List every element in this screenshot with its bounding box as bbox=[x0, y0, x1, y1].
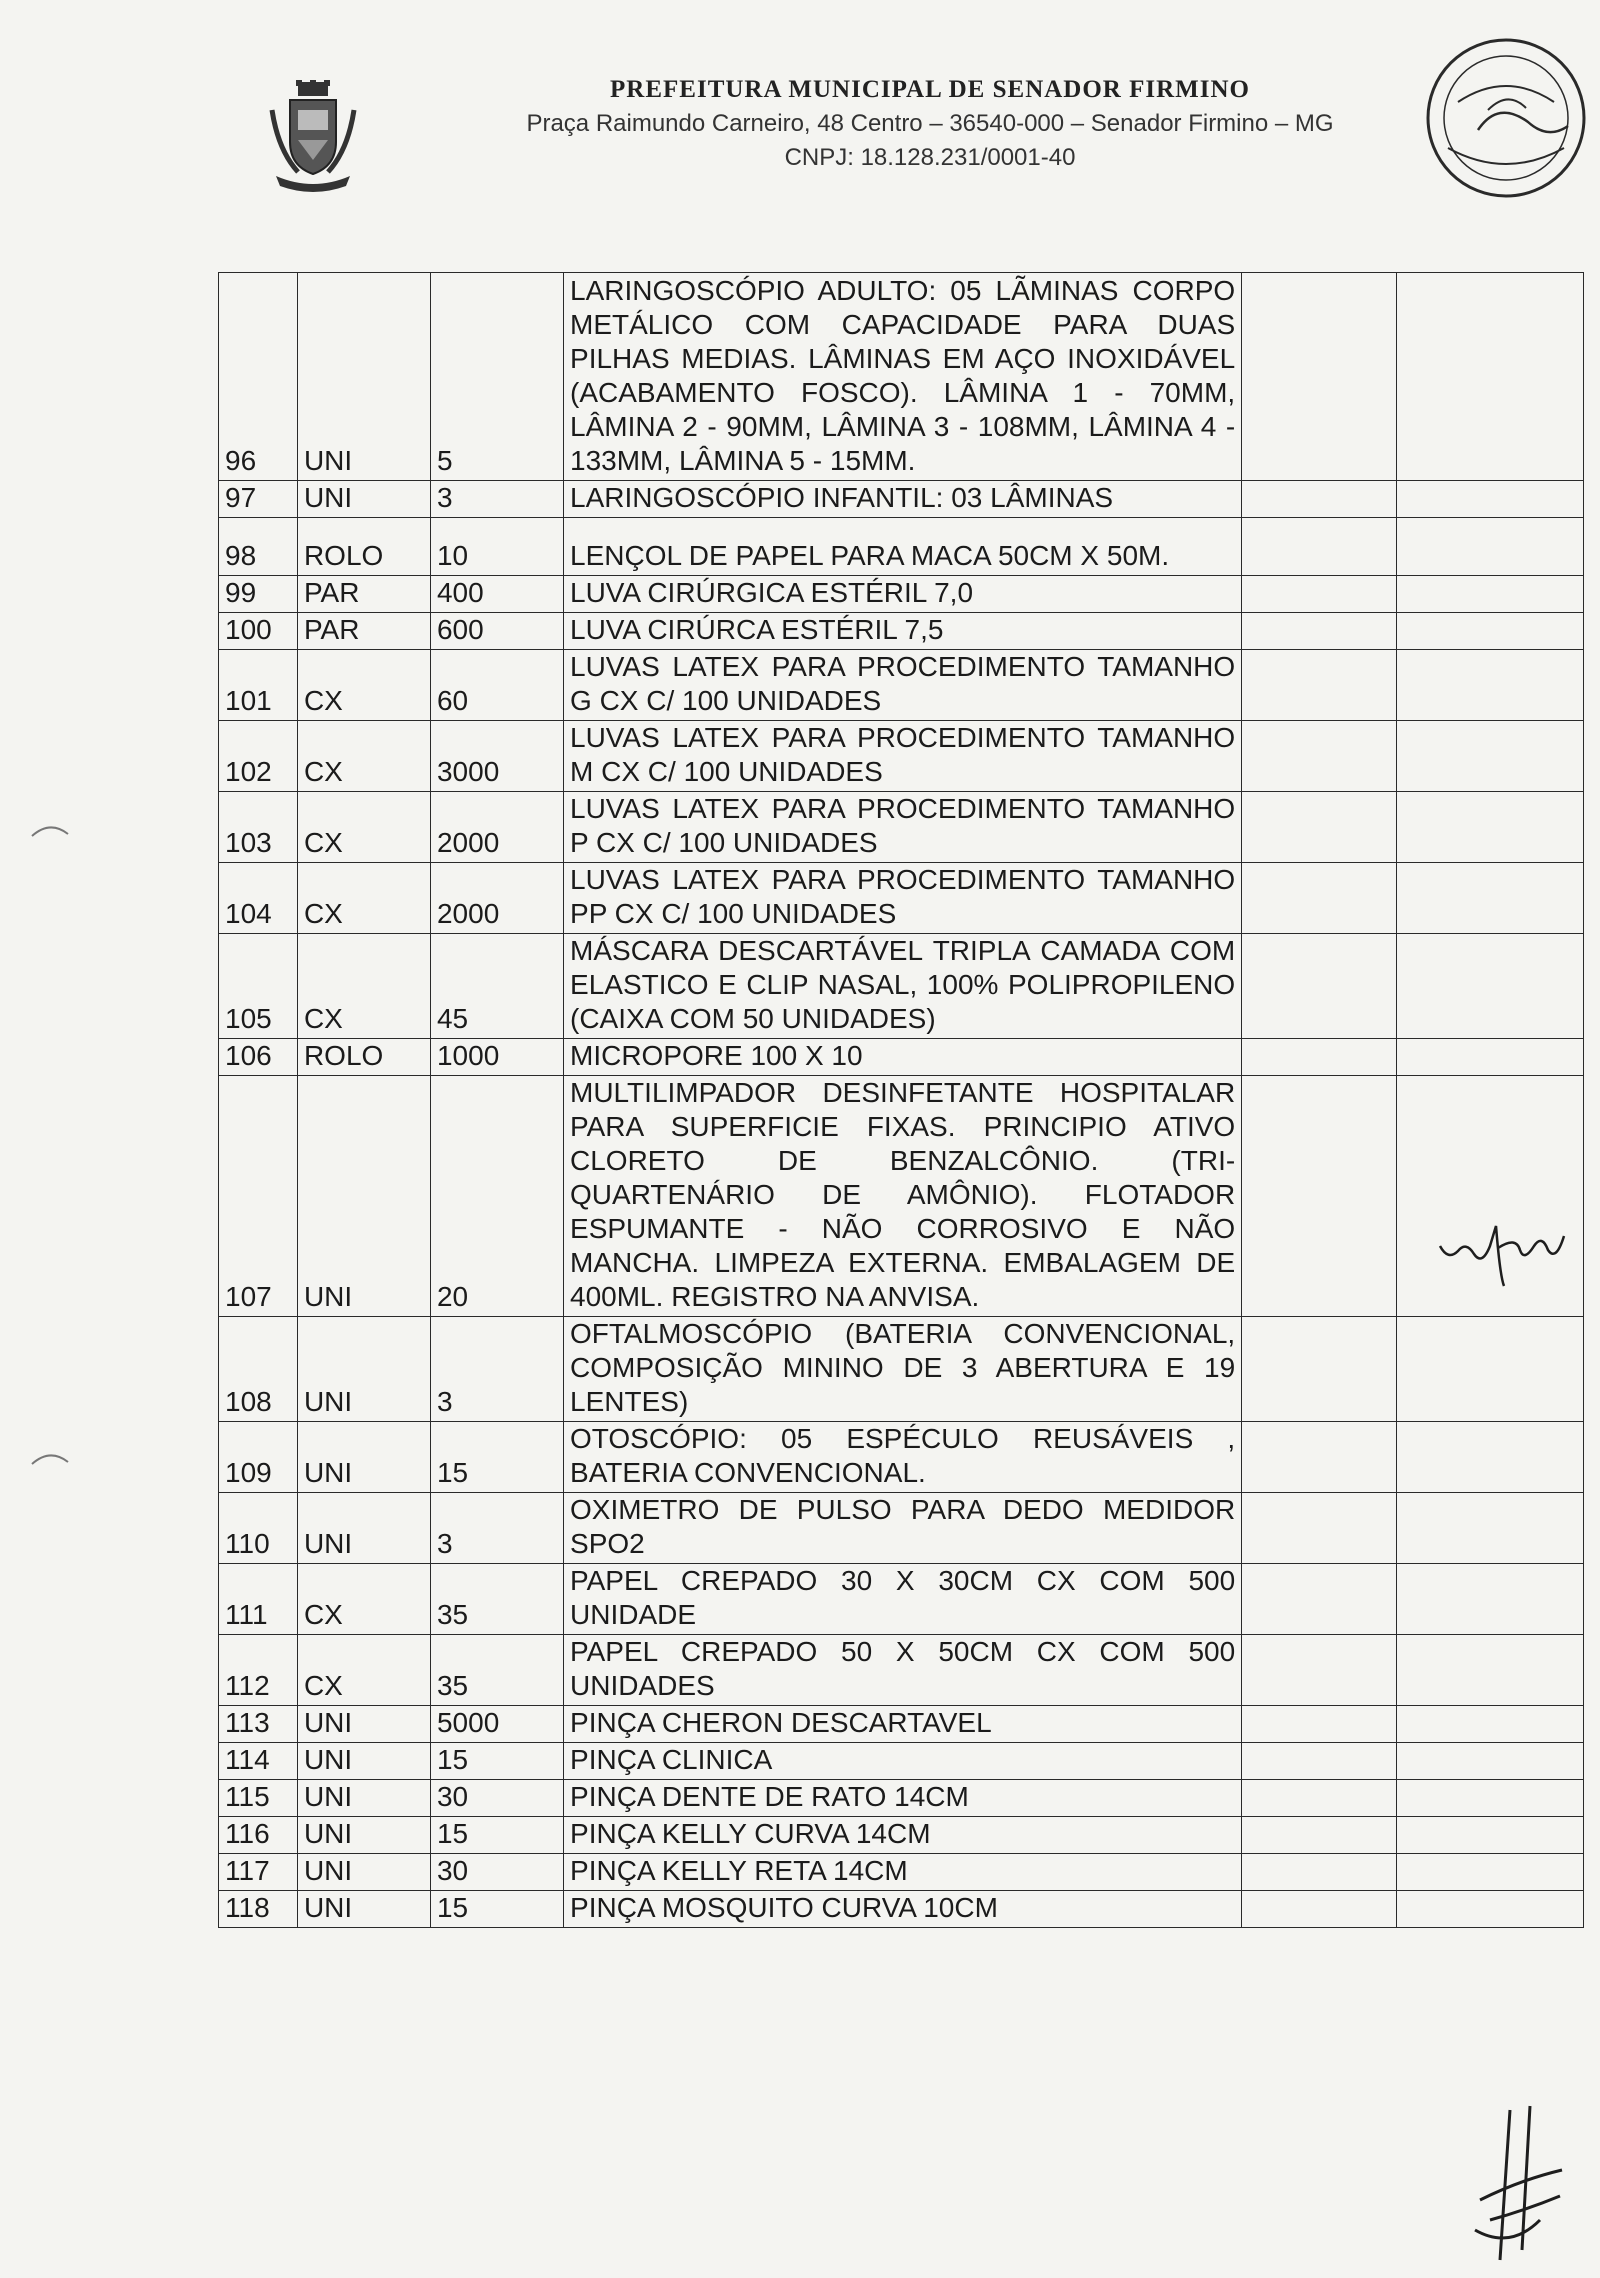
item-number: 112 bbox=[219, 1635, 298, 1706]
empty-cell bbox=[1242, 1817, 1397, 1854]
item-number: 118 bbox=[219, 1891, 298, 1928]
empty-cell bbox=[1396, 1743, 1583, 1780]
item-description: LUVA CIRÚRGICA ESTÉRIL 7,0 bbox=[564, 576, 1242, 613]
item-quantity: 15 bbox=[430, 1422, 563, 1493]
item-description: PINÇA DENTE DE RATO 14CM bbox=[564, 1780, 1242, 1817]
empty-cell bbox=[1242, 1493, 1397, 1564]
empty-cell bbox=[1242, 1564, 1397, 1635]
item-unit: UNI bbox=[297, 1891, 430, 1928]
item-number: 106 bbox=[219, 1039, 298, 1076]
item-description: MULTILIMPADOR DESINFETANTE HOSPITALAR PARA SUPERFICIE FIXAS. PRINCIPIO ATIVO CLORETO DE BENZALCÔNIO. (TRI-QUARTENÁRIO DE AMÔNIO). FLOTADOR ESPUMANTE - NÃO CORROSIVO E NÃO MANCHA. LIMPEZA EXTERNA. EMBALAGEM DE 400ML. REGISTRO NA ANVISA. bbox=[564, 1076, 1242, 1317]
empty-cell bbox=[1396, 934, 1583, 1039]
empty-cell bbox=[1242, 518, 1397, 576]
item-quantity: 400 bbox=[430, 576, 563, 613]
table-row bbox=[219, 721, 1584, 792]
empty-cell bbox=[1396, 1817, 1583, 1854]
empty-cell bbox=[1242, 1706, 1397, 1743]
item-quantity: 10 bbox=[430, 518, 563, 576]
item-unit: UNI bbox=[297, 1706, 430, 1743]
empty-cell bbox=[1242, 613, 1397, 650]
empty-cell bbox=[1242, 1854, 1397, 1891]
table-row bbox=[219, 1891, 1584, 1928]
item-unit: UNI bbox=[297, 1493, 430, 1564]
item-unit: UNI bbox=[297, 1422, 430, 1493]
empty-cell bbox=[1242, 1317, 1397, 1422]
table-row bbox=[219, 792, 1584, 863]
item-quantity: 60 bbox=[430, 650, 563, 721]
empty-cell bbox=[1242, 721, 1397, 792]
empty-cell bbox=[1396, 518, 1583, 576]
item-description: PINÇA MOSQUITO CURVA 10CM bbox=[564, 1891, 1242, 1928]
empty-cell bbox=[1396, 273, 1583, 481]
item-unit: CX bbox=[297, 650, 430, 721]
empty-cell bbox=[1396, 1493, 1583, 1564]
empty-cell bbox=[1242, 1780, 1397, 1817]
item-unit: UNI bbox=[297, 1854, 430, 1891]
empty-cell bbox=[1396, 1422, 1583, 1493]
item-number: 98 bbox=[219, 518, 298, 576]
table-row bbox=[219, 613, 1584, 650]
empty-cell bbox=[1242, 1743, 1397, 1780]
items-table bbox=[218, 272, 1584, 1928]
item-unit: UNI bbox=[297, 1743, 430, 1780]
item-number: 99 bbox=[219, 576, 298, 613]
item-quantity: 15 bbox=[430, 1817, 563, 1854]
empty-cell bbox=[1242, 1039, 1397, 1076]
table-row bbox=[219, 273, 1584, 481]
item-quantity: 35 bbox=[430, 1635, 563, 1706]
item-description: PINÇA CHERON DESCARTAVEL bbox=[564, 1706, 1242, 1743]
item-quantity: 5 bbox=[430, 273, 563, 481]
item-number: 110 bbox=[219, 1493, 298, 1564]
item-unit: CX bbox=[297, 792, 430, 863]
table-row bbox=[219, 1422, 1584, 1493]
table-row bbox=[219, 1076, 1584, 1317]
item-description: LUVAS LATEX PARA PROCEDIMENTO TAMANHO PP CX C/ 100 UNIDADES bbox=[564, 863, 1242, 934]
item-number: 117 bbox=[219, 1854, 298, 1891]
item-unit: CX bbox=[297, 721, 430, 792]
item-description: MÁSCARA DESCARTÁVEL TRIPLA CAMADA COM ELASTICO E CLIP NASAL, 100% POLIPROPILENO (CAIXA COM 50 UNIDADES) bbox=[564, 934, 1242, 1039]
table-row bbox=[219, 1564, 1584, 1635]
empty-cell bbox=[1396, 1891, 1583, 1928]
empty-cell bbox=[1242, 934, 1397, 1039]
item-number: 108 bbox=[219, 1317, 298, 1422]
item-description: PINÇA KELLY CURVA 14CM bbox=[564, 1817, 1242, 1854]
item-description: LENÇOL DE PAPEL PARA MACA 50CM X 50M. bbox=[564, 518, 1242, 576]
empty-cell bbox=[1242, 863, 1397, 934]
table-row bbox=[219, 1493, 1584, 1564]
item-description: PINÇA CLINICA bbox=[564, 1743, 1242, 1780]
empty-cell bbox=[1396, 721, 1583, 792]
item-number: 101 bbox=[219, 650, 298, 721]
item-description: LUVAS LATEX PARA PROCEDIMENTO TAMANHO G CX C/ 100 UNIDADES bbox=[564, 650, 1242, 721]
item-description: LUVAS LATEX PARA PROCEDIMENTO TAMANHO P CX C/ 100 UNIDADES bbox=[564, 792, 1242, 863]
letterhead-cnpj: CNPJ: 18.128.231/0001-40 bbox=[784, 144, 1076, 171]
empty-cell bbox=[1396, 1317, 1583, 1422]
item-unit: UNI bbox=[297, 1076, 430, 1317]
letterhead-address: Praça Raimundo Carneiro, 48 Centro – 36540-000 – Senador Firmino – MG bbox=[526, 110, 1334, 137]
empty-cell bbox=[1396, 481, 1583, 518]
empty-cell bbox=[1396, 1854, 1583, 1891]
item-number: 115 bbox=[219, 1780, 298, 1817]
item-number: 109 bbox=[219, 1422, 298, 1493]
empty-cell bbox=[1242, 792, 1397, 863]
item-unit: UNI bbox=[297, 1817, 430, 1854]
item-quantity: 30 bbox=[430, 1854, 563, 1891]
item-number: 103 bbox=[219, 792, 298, 863]
table-row bbox=[219, 1854, 1584, 1891]
item-description: LARINGOSCÓPIO INFANTIL: 03 LÂMINAS bbox=[564, 481, 1242, 518]
empty-cell bbox=[1242, 650, 1397, 721]
item-quantity: 3 bbox=[430, 1493, 563, 1564]
item-number: 107 bbox=[219, 1076, 298, 1317]
item-quantity: 35 bbox=[430, 1564, 563, 1635]
item-description: LUVA CIRÚRCA ESTÉRIL 7,5 bbox=[564, 613, 1242, 650]
item-unit: CX bbox=[297, 1564, 430, 1635]
empty-cell bbox=[1242, 1422, 1397, 1493]
item-quantity: 3 bbox=[430, 1317, 563, 1422]
table-row bbox=[219, 1635, 1584, 1706]
table-row bbox=[219, 518, 1584, 576]
item-description: PAPEL CREPADO 50 X 50CM CX COM 500 UNIDADES bbox=[564, 1635, 1242, 1706]
item-quantity: 3000 bbox=[430, 721, 563, 792]
scan-mark bbox=[30, 820, 70, 840]
item-quantity: 2000 bbox=[430, 792, 563, 863]
item-number: 102 bbox=[219, 721, 298, 792]
item-description: LARINGOSCÓPIO ADULTO: 05 LÃMINAS CORPO METÁLICO COM CAPACIDADE PARA DUAS PILHAS MEDIAS. LÂMINAS EM AÇO INOXIDÁVEL (ACABAMENTO FOSCO). LÂMINA 1 - 70MM, LÂMINA 2 - 90MM, LÂMINA 3 - 108MM, LÂMINA 4 - 133MM, LÂMINA 5 - 15MM. bbox=[564, 273, 1242, 481]
item-quantity: 45 bbox=[430, 934, 563, 1039]
item-number: 100 bbox=[219, 613, 298, 650]
letterhead bbox=[450, 76, 1410, 172]
table-row bbox=[219, 1039, 1584, 1076]
letterhead-title: PREFEITURA MUNICIPAL DE SENADOR FIRMINO bbox=[610, 76, 1250, 103]
item-description: PAPEL CREPADO 30 X 30CM CX COM 500 UNIDADE bbox=[564, 1564, 1242, 1635]
item-quantity: 15 bbox=[430, 1891, 563, 1928]
empty-cell bbox=[1242, 576, 1397, 613]
item-quantity: 600 bbox=[430, 613, 563, 650]
item-description: OTOSCÓPIO: 05 ESPÉCULO REUSÁVEIS , BATERIA CONVENCIONAL. bbox=[564, 1422, 1242, 1493]
empty-cell bbox=[1396, 650, 1583, 721]
empty-cell bbox=[1396, 792, 1583, 863]
item-unit: CX bbox=[297, 1635, 430, 1706]
item-unit: UNI bbox=[297, 1317, 430, 1422]
item-number: 113 bbox=[219, 1706, 298, 1743]
item-description: OXIMETRO DE PULSO PARA DEDO MEDIDOR SPO2 bbox=[564, 1493, 1242, 1564]
item-unit: PAR bbox=[297, 576, 430, 613]
item-quantity: 2000 bbox=[430, 863, 563, 934]
empty-cell bbox=[1396, 1780, 1583, 1817]
empty-cell bbox=[1396, 863, 1583, 934]
table-row bbox=[219, 1817, 1584, 1854]
item-description: PINÇA KELLY RETA 14CM bbox=[564, 1854, 1242, 1891]
item-unit: ROLO bbox=[297, 1039, 430, 1076]
item-number: 116 bbox=[219, 1817, 298, 1854]
item-unit: CX bbox=[297, 863, 430, 934]
item-unit: CX bbox=[297, 934, 430, 1039]
item-quantity: 15 bbox=[430, 1743, 563, 1780]
empty-cell bbox=[1396, 576, 1583, 613]
empty-cell bbox=[1242, 1076, 1397, 1317]
item-unit: ROLO bbox=[297, 518, 430, 576]
item-description: MICROPORE 100 X 10 bbox=[564, 1039, 1242, 1076]
bottom-signature bbox=[1470, 2100, 1570, 2270]
item-number: 105 bbox=[219, 934, 298, 1039]
empty-cell bbox=[1396, 1706, 1583, 1743]
item-number: 96 bbox=[219, 273, 298, 481]
table-row bbox=[219, 576, 1584, 613]
item-quantity: 30 bbox=[430, 1780, 563, 1817]
item-quantity: 3 bbox=[430, 481, 563, 518]
item-quantity: 5000 bbox=[430, 1706, 563, 1743]
item-number: 104 bbox=[219, 863, 298, 934]
item-unit: UNI bbox=[297, 273, 430, 481]
table-row bbox=[219, 650, 1584, 721]
item-number: 111 bbox=[219, 1564, 298, 1635]
table-row bbox=[219, 863, 1584, 934]
table-row bbox=[219, 481, 1584, 518]
item-unit: UNI bbox=[297, 481, 430, 518]
coat-of-arms-icon bbox=[268, 80, 358, 192]
empty-cell bbox=[1396, 1564, 1583, 1635]
table-row bbox=[219, 1706, 1584, 1743]
table-row bbox=[219, 934, 1584, 1039]
empty-cell bbox=[1396, 1635, 1583, 1706]
item-number: 97 bbox=[219, 481, 298, 518]
commission-stamp bbox=[1418, 30, 1593, 205]
item-unit: PAR bbox=[297, 613, 430, 650]
empty-cell bbox=[1396, 1039, 1583, 1076]
empty-cell bbox=[1242, 1635, 1397, 1706]
empty-cell bbox=[1242, 481, 1397, 518]
item-quantity: 20 bbox=[430, 1076, 563, 1317]
margin-signature bbox=[1438, 1206, 1568, 1296]
item-description: LUVAS LATEX PARA PROCEDIMENTO TAMANHO M CX C/ 100 UNIDADES bbox=[564, 721, 1242, 792]
empty-cell bbox=[1396, 613, 1583, 650]
item-description: OFTALMOSCÓPIO (BATERIA CONVENCIONAL, COMPOSIÇÃO MININO DE 3 ABERTURA E 19 LENTES) bbox=[564, 1317, 1242, 1422]
scan-mark bbox=[30, 1448, 70, 1468]
empty-cell bbox=[1242, 1891, 1397, 1928]
table-row bbox=[219, 1317, 1584, 1422]
empty-cell bbox=[1242, 273, 1397, 481]
item-quantity: 1000 bbox=[430, 1039, 563, 1076]
table-row bbox=[219, 1743, 1584, 1780]
item-unit: UNI bbox=[297, 1780, 430, 1817]
table-row bbox=[219, 1780, 1584, 1817]
item-number: 114 bbox=[219, 1743, 298, 1780]
